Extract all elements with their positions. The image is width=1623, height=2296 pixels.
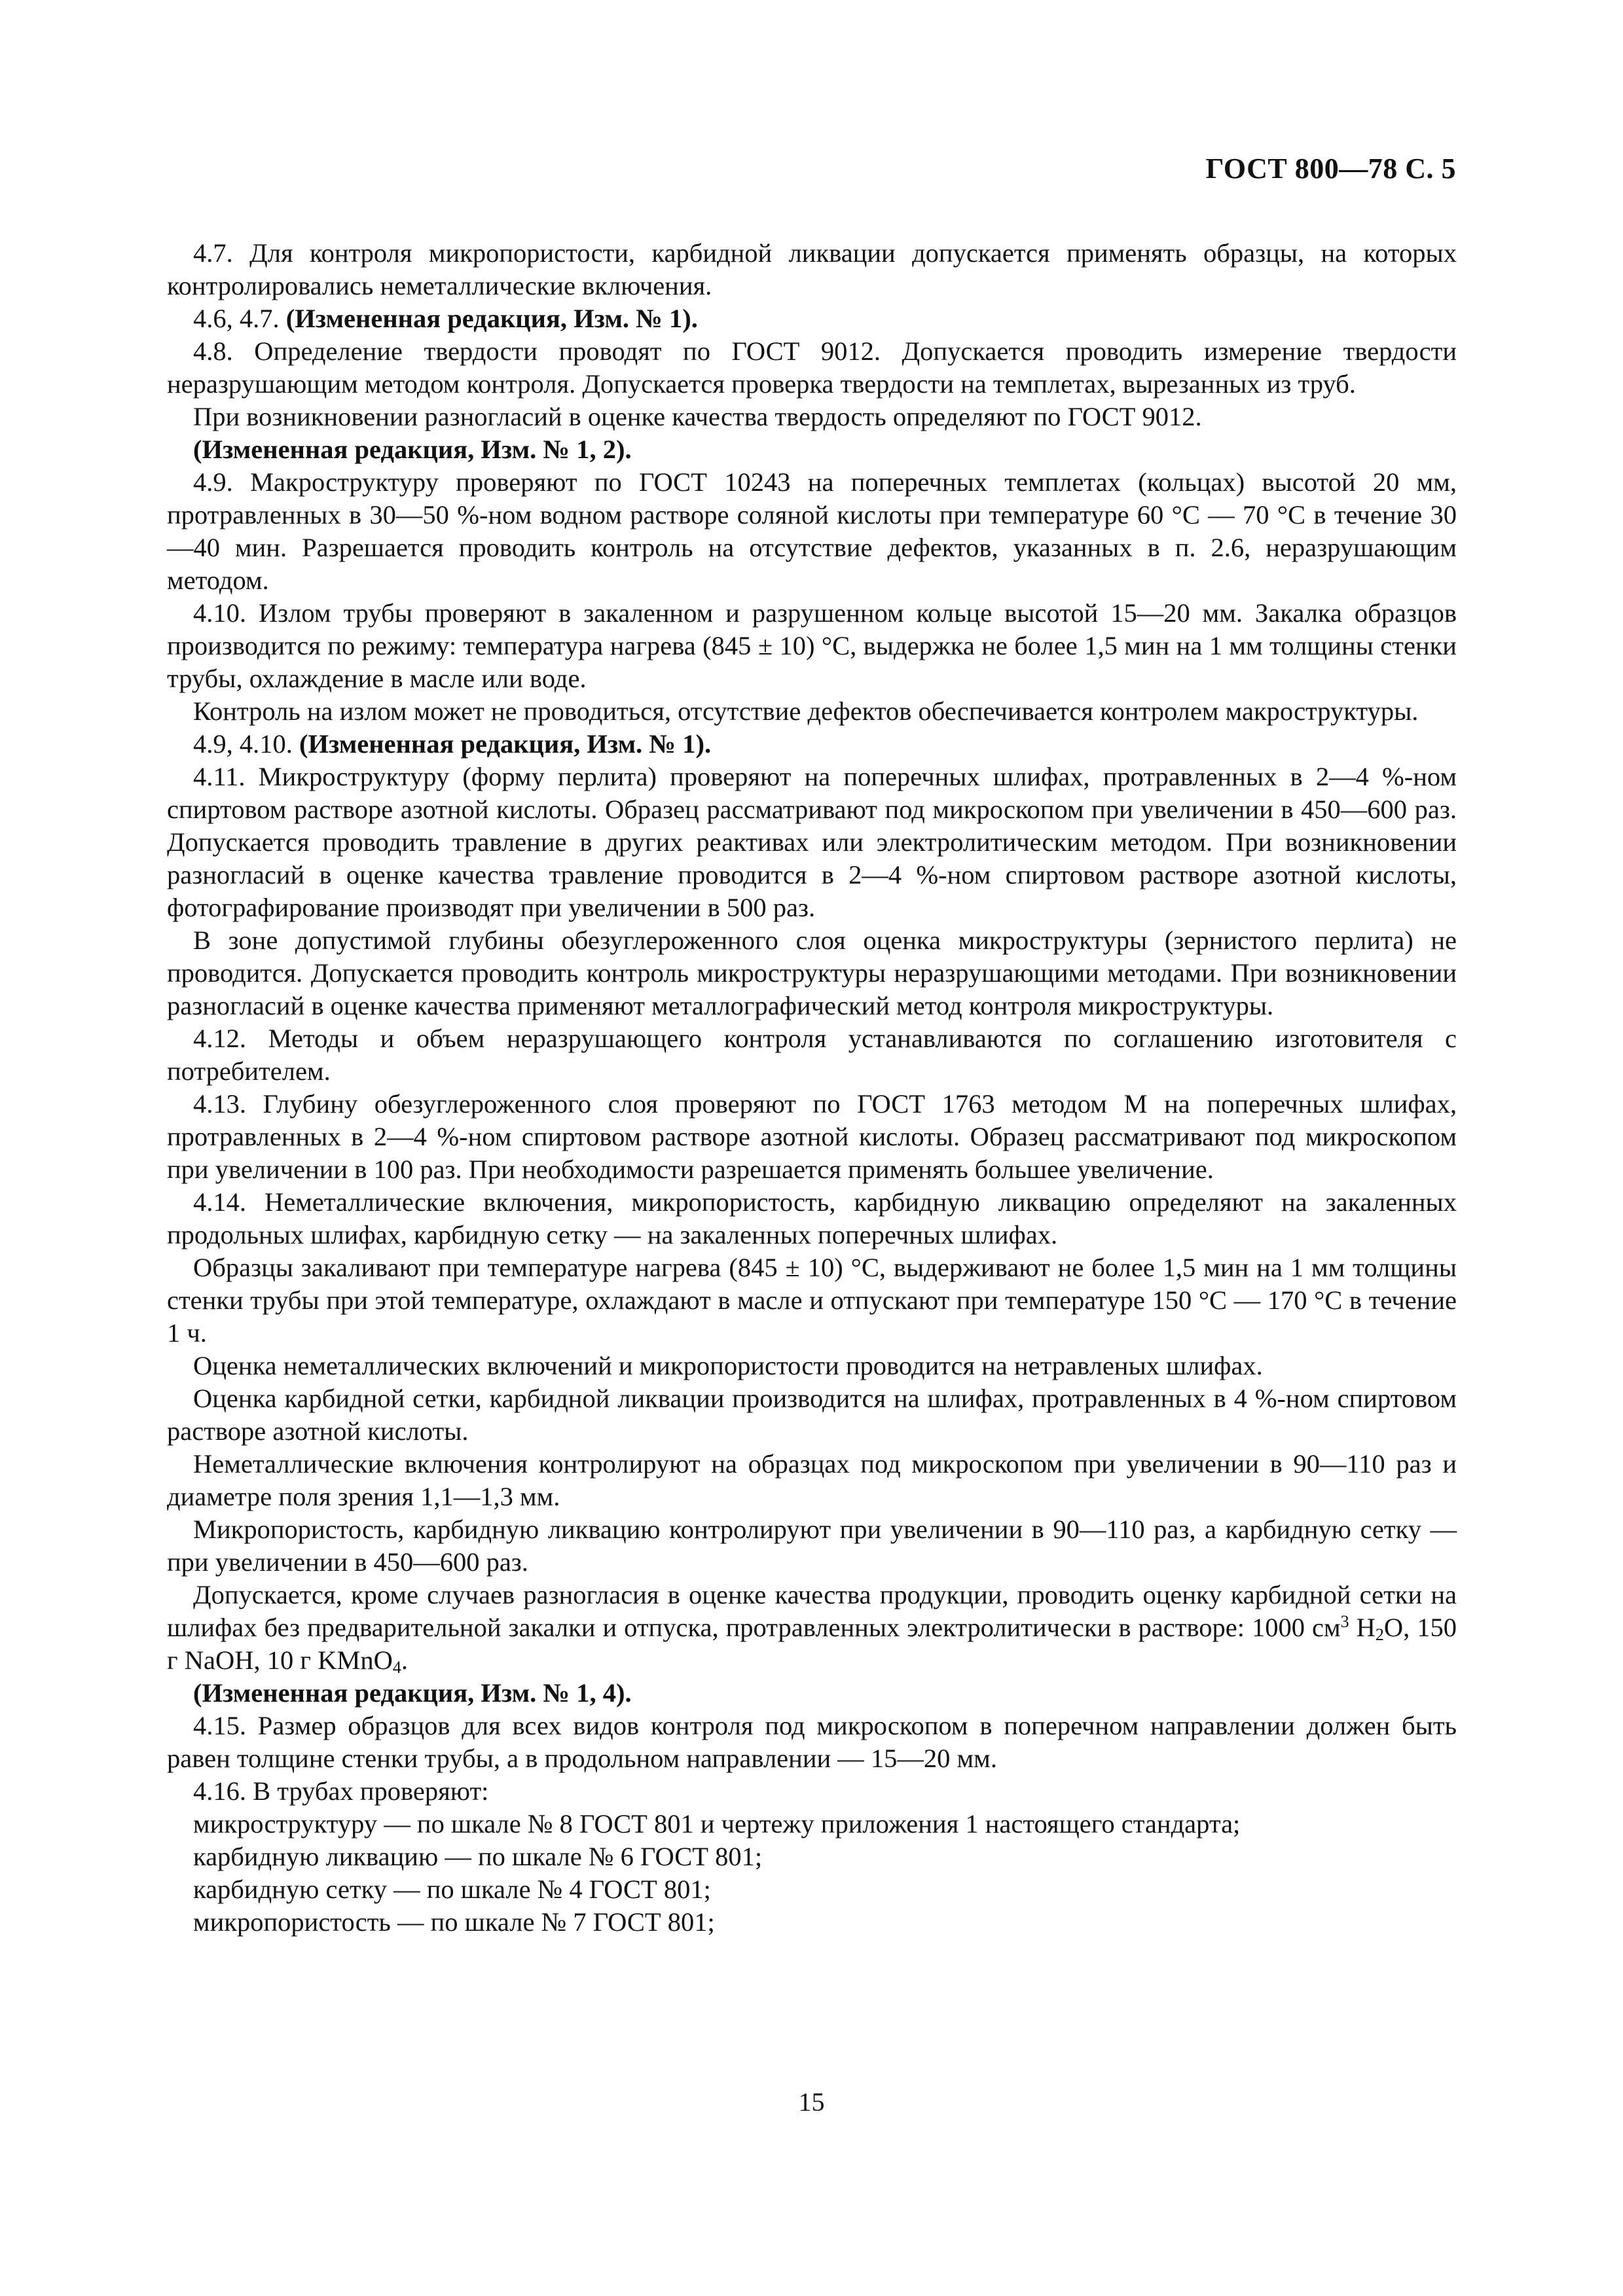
paragraph-4-12: 4.12. Методы и объем неразрушающего контроля устанавливаются по соглашению изготовителя с потребителем. [167, 1024, 1457, 1086]
paragraph: В зоне допустимой глубины обезуглероженного слоя оценка микроструктуры (зернистого перлита) не проводится. Допускается проводить контроль микроструктуры неразрушающими методами. При возникновении разногласий в оценке качества применяют металлографический метод контроля микроструктуры. [167, 925, 1457, 1020]
paragraph-edition-note: 4.6, 4.7. (Измененная редакция, Изм. № 1). [193, 304, 698, 333]
paragraph: Неметаллические включения контролируют на образцах под микроскопом при увеличении в 90—110 раз и диаметре поля зрения 1,1—1,3 мм. [167, 1449, 1457, 1511]
paragraph-4-15: 4.15. Размер образцов для всех видов контроля под микроскопом в поперечном направлении должен быть равен толщине стенки трубы, а в продольном направлении — 15—20 мм. [167, 1711, 1457, 1773]
paragraph-4-16: 4.16. В трубах проверяют: [193, 1776, 489, 1806]
paragraph-edition-note: (Измененная редакция, Изм. № 1, 4). [193, 1678, 632, 1708]
paragraph-4-11: 4.11. Микроструктуру (форму перлита) проверяют на поперечных шлифах, протравленных в 2—4 %-ном спиртовом растворе азотной кислоты. Образец рассматривают под микроскопом при увеличении в 450—600 раз. Допускается проводить травление в других реактивах или электролитическим методом. При возникновении разногласий в оценке качества травление проводится в 2—4 %-ном спиртовом растворе азотной кислоты, фотографирование производят при увеличении в 500 раз. [167, 762, 1457, 922]
list-item: микроструктуру — по шкале № 8 ГОСТ 801 и чертежу приложения 1 настоящего стандарта; [193, 1809, 1241, 1839]
paragraph-4-8: 4.8. Определение твердости проводят по ГОСТ 9012. Допускается проводить измерение твердости неразрушающим методом контроля. Допускается проверка твердости на темплетах, вырезанных из труб. [167, 336, 1457, 399]
list-item: микропористость — по шкале № 7 ГОСТ 801; [193, 1907, 715, 1937]
paragraph-4-9: 4.9. Макроструктуру проверяют по ГОСТ 10243 на поперечных темплетах (кольцах) высотой 20 мм, протравленных в 30—50 %-ном водном растворе соляной кислоты при температуре 60 °С — 70 °С в течение 30—40 мин. Разрешается проводить контроль на отсутствие дефектов, указанных в п. 2.6, неразрушающим методом. [167, 467, 1457, 595]
page-number: 15 [798, 2087, 825, 2117]
paragraph: Микропористость, карбидную ликвацию контролируют при увеличении в 90—110 раз, а карбидную сетку — при увеличении в 450—600 раз. [167, 1515, 1457, 1577]
document-body [167, 237, 1457, 1939]
paragraph-edition-note: 4.9, 4.10. (Измененная редакция, Изм. № 1). [193, 729, 712, 759]
paragraph: Образцы закаливают при температуре нагрева (845 ± 10) °С, выдерживают не более 1,5 мин на 1 мм толщины стенки трубы при этой температуре, охлаждают в масле и отпускают при температуре 150 °С — 170 °С в течение 1 ч. [167, 1253, 1457, 1348]
paragraph-edition-note: (Измененная редакция, Изм. № 1, 2). [193, 435, 632, 464]
paragraph-4-14: 4.14. Неметаллические включения, микропористость, карбидную ликвацию определяют на закаленных продольных шлифах, карбидную сетку — на закаленных поперечных шлифах. [167, 1187, 1457, 1249]
paragraph-4-10: 4.10. Излом трубы проверяют в закаленном и разрушенном кольце высотой 15—20 мм. Закалка образцов производится по режиму: температура нагрева (845 ± 10) °С, выдержка не более 1,5 мин на 1 мм толщины стенки трубы, охлаждение в масле или воде. [167, 598, 1457, 693]
list-item: карбидную ликвацию — по шкале № 6 ГОСТ 801; [193, 1842, 763, 1871]
paragraph: Оценка неметаллических включений и микропористости проводится на нетравленых шлифах. [193, 1351, 1263, 1380]
list-item: карбидную сетку — по шкале № 4 ГОСТ 801; [193, 1874, 711, 1904]
paragraph: При возникновении разногласий в оценке качества твердость определяют по ГОСТ 9012. [193, 402, 1202, 431]
paragraph-solution-formula: Допускается, кроме случаев разногласия в оценке качества продукции, проводить оценку карбидной сетки на шлифах без предварительной закалки и отпуска, протравленных электролитически в растворе: 1000 $см^3$ $H_2O$, 150 г NaOH, 10 г KMnO$_4$. [167, 1580, 1457, 1677]
paragraph-4-13: 4.13. Глубину обезуглероженного слоя проверяют по ГОСТ 1763 методом М на поперечных шлифах, протравленных в 2—4 %-ном спиртовом растворе азотной кислоты. Образец рассматривают под микроскопом при увеличении в 100 раз. При необходимости разрешается применять большее увеличение. [167, 1089, 1457, 1184]
page-header: ГОСТ 800—78 С. 5 [1205, 152, 1456, 185]
paragraph: Оценка карбидной сетки, карбидной ликвации производится на шлифах, протравленных в 4 %-ном спиртовом растворе азотной кислоты. [167, 1384, 1457, 1446]
paragraph: Контроль на излом может не проводиться, отсутствие дефектов обеспечивается контролем макроструктуры. [193, 696, 1419, 726]
paragraph-4-7: 4.7. Для контроля микропористости, карбидной ликвации допускается применять образцы, на которых контролировались неметаллические включения. [167, 238, 1457, 300]
